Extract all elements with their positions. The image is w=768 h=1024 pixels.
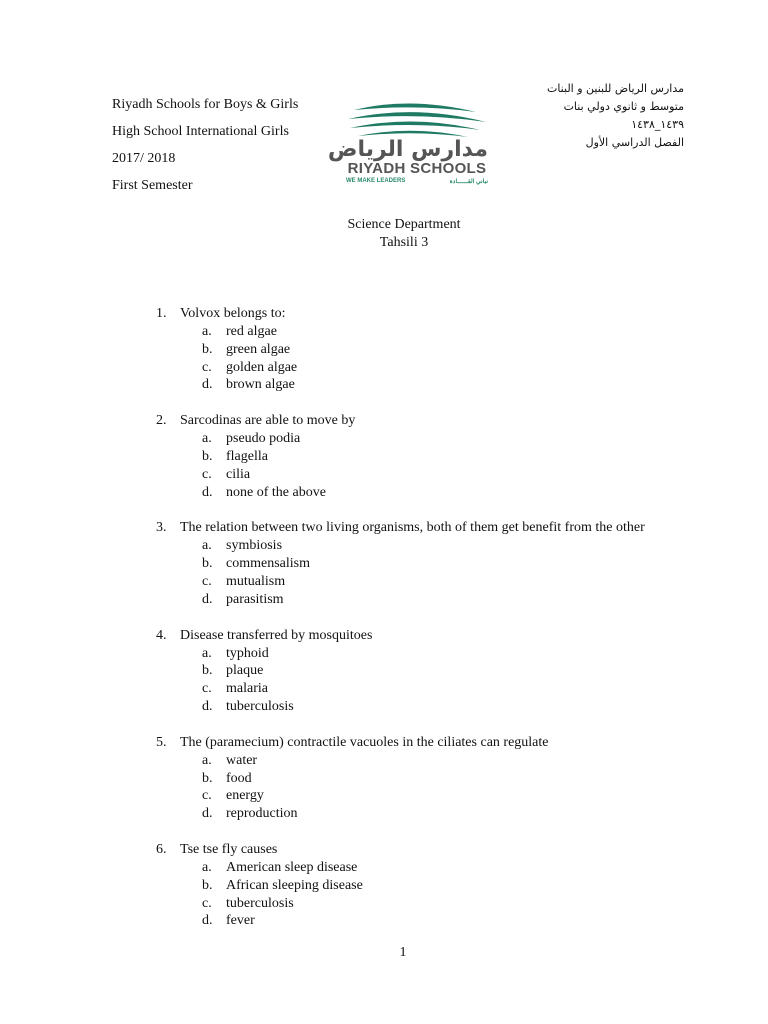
option-item bbox=[202, 376, 716, 394]
option-letter: d. bbox=[202, 591, 213, 607]
option-item bbox=[202, 359, 716, 377]
option-letter: b. bbox=[202, 663, 213, 679]
logo-arabic-name: مدارس الرياض bbox=[327, 137, 488, 162]
option-letter: b. bbox=[202, 448, 213, 464]
option-item bbox=[202, 895, 716, 913]
option-item bbox=[202, 662, 716, 680]
option-item bbox=[202, 645, 716, 663]
option-list bbox=[202, 752, 716, 823]
option-item bbox=[202, 912, 716, 930]
option-text: typhoid bbox=[226, 645, 269, 661]
header-left-block bbox=[112, 91, 298, 199]
option-text: cilia bbox=[226, 466, 251, 482]
logo-tagline-en: WE MAKE LEADERS bbox=[346, 178, 406, 184]
option-letter: a. bbox=[202, 431, 212, 447]
arabic-year: ١٤٣٩_١٤٣٨ bbox=[631, 118, 684, 131]
semester-label: First Semester bbox=[112, 178, 193, 193]
option-letter: d. bbox=[202, 698, 213, 714]
option-letter: c. bbox=[202, 895, 212, 911]
option-list bbox=[202, 430, 716, 501]
option-text: food bbox=[226, 770, 252, 786]
logo-english-name: RIYADH SCHOOLS bbox=[347, 160, 487, 177]
option-letter: d. bbox=[202, 913, 213, 929]
logo-tagline-ar: نباني القــــــادة bbox=[449, 179, 488, 185]
question-text: Disease transferred by mosquitoes bbox=[180, 627, 373, 643]
option-text: commensalism bbox=[226, 556, 310, 572]
riyadh-schools-logo bbox=[327, 100, 492, 190]
question-text: Tse tse fly causes bbox=[180, 841, 278, 857]
option-letter: b. bbox=[202, 556, 213, 572]
option-item bbox=[202, 805, 716, 823]
option-item bbox=[202, 537, 716, 555]
question-number: 3. bbox=[156, 520, 167, 536]
exam-title: Tahsili 3 bbox=[379, 235, 429, 250]
option-letter: d. bbox=[202, 806, 213, 822]
document-title bbox=[0, 216, 768, 252]
academic-year: 2017/ 2018 bbox=[112, 151, 176, 166]
question-list bbox=[156, 305, 716, 948]
question-number: 6. bbox=[156, 841, 167, 857]
option-item bbox=[202, 770, 716, 788]
question-item bbox=[156, 841, 716, 930]
question-text: The (paramecium) contractile vacuoles in the ciliates can regulate bbox=[180, 734, 549, 750]
question-item bbox=[156, 519, 716, 608]
option-letter: c. bbox=[202, 359, 212, 375]
option-item bbox=[202, 787, 716, 805]
option-letter: c. bbox=[202, 788, 212, 804]
option-letter: a. bbox=[202, 538, 212, 554]
option-item bbox=[202, 680, 716, 698]
logo-tagline bbox=[346, 178, 488, 185]
option-text: brown algae bbox=[226, 377, 295, 393]
question-text: Volvox belongs to: bbox=[180, 306, 286, 321]
option-text: energy bbox=[226, 788, 264, 804]
question-number: 5. bbox=[156, 734, 167, 750]
option-item bbox=[202, 573, 716, 591]
arabic-school-name: مدارس الرياض للبنين و البنات bbox=[546, 82, 684, 95]
option-letter: d. bbox=[202, 377, 213, 393]
option-text: flagella bbox=[226, 448, 268, 464]
option-letter: c. bbox=[202, 681, 212, 697]
option-item bbox=[202, 466, 716, 484]
option-letter: a. bbox=[202, 752, 212, 768]
option-item bbox=[202, 341, 716, 359]
option-letter: a. bbox=[202, 859, 212, 875]
question-text: The relation between two living organisms, both of them get benefit from the other bbox=[180, 520, 645, 536]
page-number: 1 bbox=[399, 945, 407, 960]
department-title: Science Department bbox=[347, 217, 461, 232]
option-text: tuberculosis bbox=[226, 895, 294, 911]
option-letter: b. bbox=[202, 877, 213, 893]
option-text: water bbox=[226, 752, 258, 768]
option-letter: c. bbox=[202, 466, 212, 482]
option-item bbox=[202, 555, 716, 573]
option-letter: a. bbox=[202, 645, 212, 661]
arabic-semester: الفصل الدراسي الأول bbox=[585, 136, 684, 149]
option-list bbox=[202, 645, 716, 716]
option-text: malaria bbox=[226, 681, 268, 697]
option-text: red algae bbox=[226, 324, 277, 339]
option-item bbox=[202, 323, 716, 341]
option-text: tuberculosis bbox=[226, 698, 294, 714]
option-item bbox=[202, 698, 716, 716]
option-text: parasitism bbox=[226, 591, 284, 607]
option-text: none of the above bbox=[226, 484, 326, 500]
question-item bbox=[156, 627, 716, 716]
logo-swoosh-icon bbox=[340, 100, 492, 142]
question-number: 1. bbox=[156, 306, 167, 321]
option-text: reproduction bbox=[226, 806, 298, 822]
question-text: Sarcodinas are able to move by bbox=[180, 413, 356, 429]
option-text: African sleeping disease bbox=[226, 877, 363, 893]
option-item bbox=[202, 430, 716, 448]
option-letter: a. bbox=[202, 324, 212, 339]
option-letter: c. bbox=[202, 573, 212, 589]
question-item bbox=[156, 305, 716, 394]
option-text: symbiosis bbox=[226, 538, 283, 554]
option-letter: b. bbox=[202, 341, 213, 357]
option-text: plaque bbox=[226, 663, 264, 679]
option-text: green algae bbox=[226, 341, 291, 357]
question-number: 4. bbox=[156, 627, 167, 643]
option-list bbox=[202, 323, 716, 394]
option-text: golden algae bbox=[226, 359, 298, 375]
option-letter: d. bbox=[202, 484, 213, 500]
option-item bbox=[202, 859, 716, 877]
option-list bbox=[202, 537, 716, 608]
option-item bbox=[202, 484, 716, 502]
question-item bbox=[156, 412, 716, 501]
option-item bbox=[202, 448, 716, 466]
option-item bbox=[202, 752, 716, 770]
option-list bbox=[202, 859, 716, 930]
option-text: American sleep disease bbox=[226, 859, 358, 875]
header-right-arabic-block bbox=[547, 80, 684, 152]
option-letter: b. bbox=[202, 770, 213, 786]
school-name: Riyadh Schools for Boys & Girls bbox=[112, 97, 299, 112]
option-text: fever bbox=[226, 913, 255, 929]
school-division: High School International Girls bbox=[112, 124, 289, 139]
option-text: pseudo podia bbox=[226, 431, 301, 447]
option-text: mutualism bbox=[226, 573, 286, 589]
question-item bbox=[156, 734, 716, 823]
option-item bbox=[202, 877, 716, 895]
question-number: 2. bbox=[156, 413, 167, 429]
option-item bbox=[202, 591, 716, 609]
arabic-division: متوسط و ثانوي دولي بنات bbox=[563, 100, 684, 113]
